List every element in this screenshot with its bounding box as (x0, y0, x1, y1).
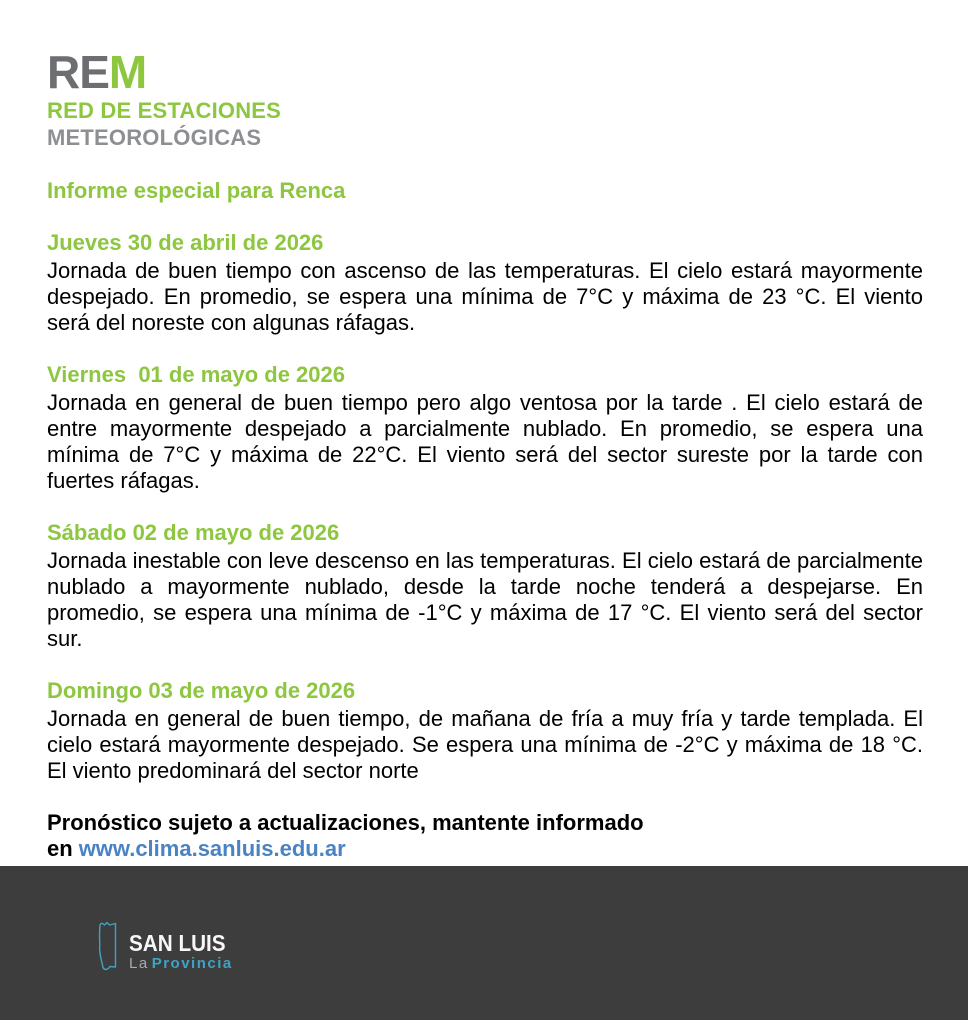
rem-wordmark (47, 46, 923, 98)
day-heading-sabado: Sábado 02 de mayo de 2026 (47, 520, 340, 545)
tagline-provincia: Provincia (151, 955, 233, 972)
day-heading-domingo: Domingo 03 de mayo de 2026 (47, 678, 356, 703)
san-luis-logo (95, 920, 236, 972)
day-heading-jueves: Jueves 30 de abril de 2026 (47, 230, 324, 255)
clima-website-link[interactable]: www.clima.sanluis.edu.ar (78, 836, 346, 861)
forecast-section-viernes (47, 362, 923, 494)
san-luis-tagline (129, 955, 236, 972)
rem-logo-line-meteorologicas: METEOROLÓGICAS (47, 125, 262, 150)
update-note (47, 810, 923, 862)
day-heading-viernes: Viernes 01 de mayo de 2026 (47, 362, 345, 387)
san-luis-wordmark: SAN LUIS (129, 930, 226, 956)
rem-logo-line-red-de-estaciones: RED DE ESTACIONES (47, 98, 282, 123)
san-luis-province-outline-icon (95, 920, 123, 972)
forecast-section-jueves (47, 230, 923, 336)
day-forecast-sabado: Jornada inestable con leve descenso en las temperaturas. El cielo estará de parcialmente nublado a mayormente nublado, desde la tarde noche tenderá a despejarse. En promedio, se espera una mínima de -1°C y máxima de 17 °C. El viento será del sector sur. (47, 548, 923, 651)
forecast-section-sabado (47, 520, 923, 652)
report-title: Informe especial para Renca (47, 178, 346, 203)
day-forecast-domingo: Jornada en general de buen tiempo, de mañana de fría a muy fría y tarde templada. El cielo estará mayormente despejado. Se espera una mínima de -2°C y máxima de 18 °C. El viento predominará del sector norte (47, 706, 923, 783)
san-luis-logo-text (129, 920, 236, 972)
tagline-la: La (129, 955, 149, 972)
rem-logo (47, 46, 923, 151)
rem-wordmark-m: M (108, 46, 147, 98)
footer-bar (0, 866, 968, 1020)
day-forecast-viernes: Jornada en general de buen tiempo pero algo ventosa por la tarde . El cielo estará de entre mayormente despejado a parcialmente nublado. En promedio, se espera una mínima de 7°C y máxima de 22°C. El viento será del sector sureste por la tarde con fuertes ráfagas. (47, 390, 923, 493)
day-forecast-jueves: Jornada de buen tiempo con ascenso de las temperaturas. El cielo estará mayormente despejado. En promedio, se espera una mínima de 7°C y máxima de 23 °C. El viento será del noreste con algunas ráfagas. (47, 258, 923, 335)
forecast-section-domingo (47, 678, 923, 784)
rem-wordmark-re: RE (47, 46, 109, 98)
update-note-text: Pronóstico sujeto a actualizaciones, mantente informado en (47, 810, 644, 861)
